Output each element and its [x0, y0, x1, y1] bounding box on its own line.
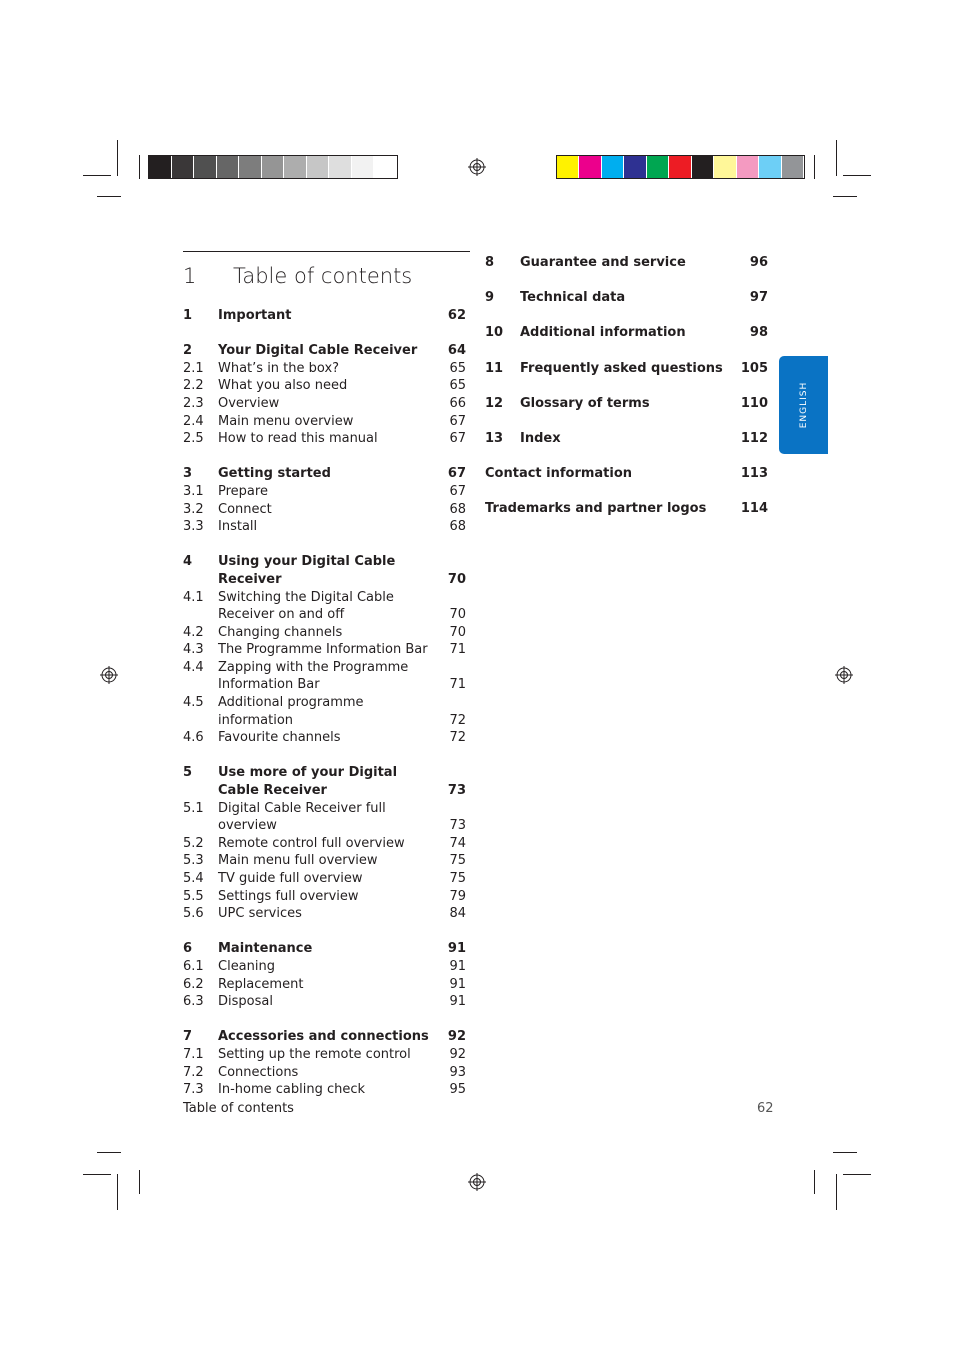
- entry-page: 91: [449, 958, 466, 974]
- entry-title: Cleaning: [218, 958, 275, 974]
- entry-number: 7: [183, 1029, 193, 1045]
- toc-section-entry[interactable]: [183, 501, 466, 519]
- color-swatch: [307, 156, 330, 178]
- entry-title: Connect: [218, 501, 272, 517]
- entry-page: 67: [447, 466, 466, 482]
- registration-mark-icon: [468, 1173, 486, 1191]
- toc-chapter-entry[interactable]: [485, 289, 768, 307]
- entry-page: 91: [447, 941, 466, 957]
- entry-title: Maintenance: [218, 941, 313, 957]
- toc-chapter-entry[interactable]: [485, 430, 768, 448]
- entry-number: 12: [485, 395, 504, 411]
- entry-page: 62: [447, 308, 466, 323]
- entry-title: The Programme Information Bar: [218, 642, 428, 658]
- entry-title: What you also need: [218, 378, 348, 394]
- crop-mark: [97, 196, 121, 197]
- entry-number: 7.3: [183, 1082, 204, 1098]
- entry-title: Favourite channels: [218, 730, 341, 746]
- entry-number: 5.6: [183, 906, 204, 922]
- toc-section-entry[interactable]: [183, 659, 466, 694]
- entry-number: 7.2: [183, 1064, 204, 1080]
- language-tab: [779, 356, 828, 454]
- entry-number: 6.3: [183, 994, 204, 1010]
- entry-number: 4.6: [183, 730, 204, 746]
- registration-mark-icon: [100, 666, 118, 684]
- entry-title: Technical data: [520, 290, 626, 306]
- entry-number: 6: [183, 941, 193, 957]
- entry-page: 65: [449, 360, 466, 376]
- crop-mark: [814, 1170, 815, 1194]
- color-swatch: [329, 156, 352, 178]
- entry-title: Connections: [218, 1064, 299, 1080]
- entry-page: 95: [449, 1082, 466, 1098]
- entry-page: 75: [449, 853, 466, 869]
- toc-section-entry[interactable]: [183, 729, 466, 747]
- entry-page: 71: [449, 642, 466, 658]
- color-swatch: [239, 156, 262, 178]
- toc-chapter-entry[interactable]: [183, 342, 466, 360]
- entry-number: 2.1: [183, 360, 204, 376]
- entry-page: 72: [449, 712, 466, 728]
- toc-chapter-entry[interactable]: [183, 307, 466, 325]
- toc-section-entry[interactable]: [183, 430, 466, 448]
- toc-chapter-entry[interactable]: [183, 553, 466, 588]
- entry-page: 97: [749, 290, 768, 306]
- entry-number: 4.2: [183, 624, 204, 640]
- toc-spacer: [183, 1011, 466, 1029]
- entry-page: 91: [449, 994, 466, 1010]
- entry-title: Install: [218, 519, 258, 535]
- crop-mark: [139, 1170, 140, 1194]
- toc-section-entry[interactable]: [183, 905, 466, 923]
- entry-title: Setting up the remote control: [218, 1046, 411, 1062]
- entry-page: 73: [449, 818, 466, 834]
- toc-chapter-entry[interactable]: [485, 324, 768, 342]
- entry-page: 84: [449, 906, 466, 922]
- entry-number: 5.5: [183, 888, 204, 904]
- color-swatch: [557, 156, 579, 178]
- crop-mark: [117, 140, 118, 176]
- toc-section-entry[interactable]: [183, 800, 466, 835]
- color-swatch: [172, 156, 195, 178]
- entry-title: Settings full overview: [218, 888, 359, 904]
- color-swatch: [374, 156, 397, 178]
- entry-title: UPC services: [218, 906, 302, 922]
- entry-title: Accessories and connections: [218, 1029, 429, 1045]
- entry-number: 5.1: [183, 800, 204, 816]
- entry-page: 79: [449, 888, 466, 904]
- entry-page: 92: [447, 1029, 466, 1045]
- entry-number: 3.2: [183, 501, 204, 517]
- entry-number: 4.4: [183, 659, 204, 675]
- crop-mark: [117, 1174, 118, 1210]
- color-swatch: [714, 156, 736, 178]
- crop-mark: [833, 196, 857, 197]
- color-swatch: [352, 156, 375, 178]
- toc-chapter-entry[interactable]: [183, 1028, 466, 1046]
- entry-page: 72: [449, 730, 466, 746]
- crop-mark: [83, 175, 111, 176]
- entry-title: Additional information: [520, 325, 686, 341]
- toc-section-entry[interactable]: [183, 624, 466, 642]
- toc-section-entry[interactable]: [183, 641, 466, 659]
- entry-title: Use more of your Digital Cable Receiver: [218, 765, 398, 799]
- entry-number: 9: [485, 290, 495, 306]
- entry-title: Changing channels: [218, 624, 343, 640]
- entry-title: Zapping with the Programme Information Bar: [218, 659, 409, 693]
- entry-page: 74: [449, 835, 466, 851]
- entry-title: Contact information: [485, 466, 633, 482]
- color-swatch: [194, 156, 217, 178]
- entry-page: 105: [740, 360, 768, 376]
- entry-page: 64: [447, 343, 466, 359]
- color-swatch: [217, 156, 240, 178]
- entry-page: 93: [449, 1064, 466, 1080]
- registration-mark-icon: [468, 158, 486, 176]
- crop-mark: [139, 155, 140, 179]
- entry-title: Trademarks and partner logos: [485, 501, 707, 517]
- entry-number: 10: [485, 325, 504, 341]
- entry-title: Main menu full overview: [218, 853, 378, 869]
- footer-section-title: Table of contents: [183, 1101, 294, 1116]
- color-calibration-bar: [556, 155, 805, 179]
- color-swatch: [284, 156, 307, 178]
- entry-title: TV guide full overview: [218, 871, 363, 886]
- crop-mark: [843, 1174, 871, 1175]
- crop-mark: [814, 155, 815, 179]
- entry-title: Overview: [218, 395, 280, 411]
- entry-title: Glossary of terms: [520, 395, 650, 411]
- entry-number: 13: [485, 430, 504, 446]
- chapter-title: Table of contents: [233, 264, 413, 288]
- entry-title: Digital Cable Receiver full overview: [218, 800, 386, 834]
- color-swatch: [602, 156, 624, 178]
- entry-page: 68: [449, 501, 466, 517]
- toc-section-entry[interactable]: [183, 1046, 466, 1064]
- toc-section-entry[interactable]: [183, 1064, 466, 1082]
- entry-page: 70: [449, 607, 466, 623]
- title-rule: [183, 251, 470, 252]
- entry-number: 2.4: [183, 413, 204, 429]
- entry-number: 11: [485, 360, 504, 376]
- entry-title: Remote control full overview: [218, 835, 405, 851]
- entry-number: 6.1: [183, 958, 204, 974]
- entry-page: 66: [449, 395, 466, 411]
- color-swatch: [262, 156, 285, 178]
- entry-page: 67: [449, 413, 466, 429]
- toc-spacer: [183, 536, 466, 554]
- color-swatch: [669, 156, 691, 178]
- crop-mark: [836, 1174, 837, 1210]
- toc-chapter-entry[interactable]: [183, 940, 466, 958]
- entry-title: Additional programme information: [218, 695, 364, 728]
- toc-section-entry[interactable]: [183, 395, 466, 413]
- crop-mark: [836, 140, 837, 176]
- entry-number: 7.1: [183, 1046, 204, 1062]
- registration-mark-icon: [835, 666, 853, 684]
- entry-title: Replacement: [218, 976, 304, 992]
- toc-spacer: [183, 747, 466, 765]
- entry-title: How to read this manual: [218, 431, 378, 447]
- color-swatch: [579, 156, 601, 178]
- toc-chapter-entry[interactable]: [183, 465, 466, 483]
- entry-number: 1: [183, 308, 193, 323]
- toc-spacer: [183, 448, 466, 466]
- toc-section-entry[interactable]: [183, 976, 466, 994]
- toc-right-column: [485, 254, 768, 536]
- entry-page: 68: [449, 519, 466, 535]
- entry-page: 91: [449, 976, 466, 992]
- color-swatch: [692, 156, 714, 178]
- toc-spacer: [183, 325, 466, 343]
- toc-section-entry[interactable]: [183, 377, 466, 395]
- entry-page: 75: [449, 871, 466, 886]
- toc-section-entry[interactable]: [183, 518, 466, 536]
- entry-number: 2: [183, 343, 193, 359]
- entry-number: 2.5: [183, 431, 204, 447]
- entry-number: 2.3: [183, 395, 204, 411]
- toc-section-entry[interactable]: [183, 360, 466, 378]
- entry-page: 96: [749, 255, 768, 270]
- crop-mark: [97, 1152, 121, 1153]
- crop-mark: [843, 175, 871, 176]
- toc-chapter-entry[interactable]: [183, 764, 466, 799]
- chapter-number: 1: [183, 264, 197, 288]
- entry-page: 67: [449, 483, 466, 499]
- entry-title: Prepare: [218, 483, 268, 499]
- entry-number: 4.3: [183, 642, 204, 658]
- color-swatch: [624, 156, 646, 178]
- color-swatch: [782, 156, 804, 178]
- entry-number: 3.3: [183, 519, 204, 535]
- entry-number: 3: [183, 466, 193, 482]
- toc-section-entry[interactable]: [183, 694, 466, 729]
- entry-page: 73: [447, 783, 466, 799]
- toc-section-entry[interactable]: [183, 835, 466, 853]
- grayscale-calibration-bar: [148, 155, 398, 179]
- language-label: ENGLISH: [798, 381, 809, 429]
- toc-section-entry[interactable]: [183, 483, 466, 501]
- entry-title: Main menu overview: [218, 413, 354, 429]
- entry-title: Switching the Digital Cable Receiver on and off: [218, 589, 394, 623]
- entry-number: 2.2: [183, 378, 204, 394]
- toc-section-entry[interactable]: [183, 958, 466, 976]
- entry-title: Disposal: [218, 994, 273, 1010]
- entry-number: 4.1: [183, 589, 204, 605]
- toc-spacer: [183, 923, 466, 941]
- color-swatch: [737, 156, 759, 178]
- entry-title: Getting started: [218, 466, 331, 482]
- entry-page: 71: [449, 677, 466, 693]
- entry-page: 70: [447, 571, 466, 587]
- toc-chapter-entry[interactable]: [485, 465, 768, 483]
- entry-number: 3.1: [183, 483, 204, 499]
- entry-title: Frequently asked questions: [520, 360, 723, 376]
- toc-chapter-entry[interactable]: [485, 360, 768, 378]
- entry-page: 98: [749, 325, 768, 341]
- entry-page: 112: [740, 430, 768, 446]
- footer-page-number: 62: [757, 1101, 774, 1116]
- entry-page: 70: [449, 624, 466, 640]
- entry-page: 110: [740, 395, 768, 411]
- entry-title: Important: [218, 308, 292, 323]
- entry-number: 4: [183, 554, 193, 570]
- toc-section-entry[interactable]: [183, 852, 466, 870]
- crop-mark: [833, 1152, 857, 1153]
- toc-left-column: [183, 307, 466, 1099]
- entry-title: In-home cabling check: [218, 1082, 366, 1098]
- entry-title: Using your Digital Cable Receiver: [218, 554, 396, 587]
- entry-title: Index: [520, 430, 561, 446]
- toc-section-entry[interactable]: [183, 870, 466, 888]
- entry-page: 113: [740, 466, 768, 482]
- entry-title: Your Digital Cable Receiver: [218, 343, 418, 359]
- entry-title: What’s in the box?: [218, 360, 340, 376]
- toc-section-entry[interactable]: [183, 993, 466, 1011]
- toc-chapter-entry[interactable]: [485, 254, 768, 272]
- entry-number: 6.2: [183, 976, 204, 992]
- toc-section-entry[interactable]: [183, 888, 466, 906]
- color-swatch: [149, 156, 172, 178]
- toc-chapter-entry[interactable]: [485, 395, 768, 413]
- toc-section-entry[interactable]: [183, 589, 466, 624]
- entry-page: 65: [449, 378, 466, 394]
- entry-number: 4.5: [183, 695, 204, 711]
- crop-mark: [83, 1174, 111, 1175]
- entry-number: 5.3: [183, 853, 204, 869]
- color-swatch: [647, 156, 669, 178]
- entry-number: 8: [485, 255, 495, 270]
- entry-page: 92: [449, 1046, 466, 1062]
- entry-page: 67: [449, 431, 466, 447]
- toc-section-entry[interactable]: [183, 413, 466, 431]
- page-title: [183, 264, 412, 288]
- entry-page: 114: [740, 501, 768, 517]
- toc-section-entry[interactable]: [183, 1081, 466, 1099]
- entry-number: 5.2: [183, 835, 204, 851]
- entry-number: 5.4: [183, 871, 204, 886]
- color-swatch: [759, 156, 781, 178]
- entry-number: 5: [183, 765, 193, 781]
- toc-chapter-entry[interactable]: [485, 500, 768, 518]
- entry-title: Guarantee and service: [520, 255, 686, 270]
